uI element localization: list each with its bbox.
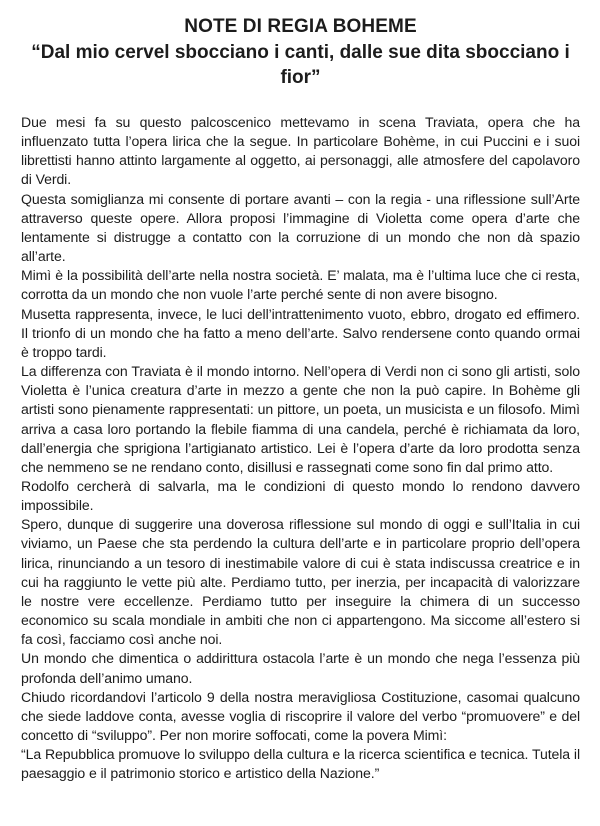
paragraph: Spero, dunque di suggerire una doverosa riflessione sul mondo di oggi e sull’Italia in cui viviamo, un Paese che sta perdendo la cultura dell’arte e in particolare proprio dell’opera lirica, rinunciando a un tesoro di inestimabile valore di cui è stata indiscussa creatrice e in cui ha raggiunto le vette più alte. Perdiamo tutto, per inerzia, per incapacità di valorizzare le nostre vere eccellenze. Perdiamo tutto per inseguire la chimera di un successo economico su scala mondiale in ambiti che non ci appartengono. Ma siccome all’estero si fa così, facciamo così anche noi. — [21, 516, 580, 648]
paragraph: Chiudo ricordandovi l’articolo 9 della nostra meravigliosa Costituzione, casomai qualcuno che siede laddove conta, avesse voglia di riscoprire il valore del verbo “promuovere” e del concetto di “sviluppo”. Per non morire soffocati, come la povera Mimì: — [21, 688, 580, 743]
document-title: NOTE DI REGIA BOHEME — [184, 16, 417, 37]
paragraph: Rodolfo cercherà di salvarla, ma le condizioni di questo mondo lo rendono davvero impossibile. — [21, 477, 580, 514]
quote-paragraph: “La Repubblica promuove lo sviluppo della cultura e la ricerca scientifica e tecnica. Tutela il paesaggio e il patrimonio storico e artistico della Nazione.” — [21, 746, 580, 782]
paragraph: Musetta rappresenta, invece, le luci dell’intrattenimento vuoto, ebbro, drogato ed effimero. Il trionfo di un mondo che ha fatto a meno dell’arte. Salvo rendersene conto quando ormai è troppo tardi. — [21, 305, 580, 360]
paragraph: Questa somiglianza mi consente di portare avanti – con la regia - una riflessione sull’Arte attraverso queste opere. Allora proposi l’immagine di Violetta come opera d’arte che lentamente si distrugge a contatto con la corruzione di un mondo che non dà spazio all’arte. — [21, 190, 580, 265]
document-subtitle: “Dal mio cervel sbocciano i canti, dalle sue dita sbocciano i fior” — [31, 42, 570, 88]
paragraph: La differenza con Traviata è il mondo intorno. Nell’opera di Verdi non ci sono gli artisti, solo Violetta è l’unica creatura d’arte in mezzo a gente che non la può capire. In Bohème gli artisti sono pienamente rappresentati: un pittore, un poeta, un musicista e un filosofo. Mimì arriva a casa loro portando la flebile fiamma di una candela, perché è richiamata da loro, dall’energia che sprigiona l’artigianato artistico. Lei è l’opera d’arte da loro prodotta senza che nemmeno se ne rendano conto, disillusi e rassegnati come sono fin dal primo atto. — [21, 363, 580, 475]
paragraph: Mimì è la possibilità dell’arte nella nostra società. E’ malata, ma è l’ultima luce che ci resta, corrotta da un mondo che non vuole l’arte perché sente di non avere bisogno. — [21, 267, 580, 303]
document-body — [21, 113, 580, 783]
paragraph: Due mesi fa su questo palcoscenico mettevamo in scena Traviata, opera che ha influenzato tutta l’opera lirica che la segue. In particolare Bohème, in cui Puccini e i suoi librettisti hanno attinto largamente al oggetto, ai personaggi, alle atmosfere del capolavoro di Verdi. — [21, 114, 580, 188]
paragraph: Un mondo che dimentica o addirittura ostacola l’arte è un mondo che nega l’essenza più profonda dell’animo umano. — [21, 650, 580, 686]
